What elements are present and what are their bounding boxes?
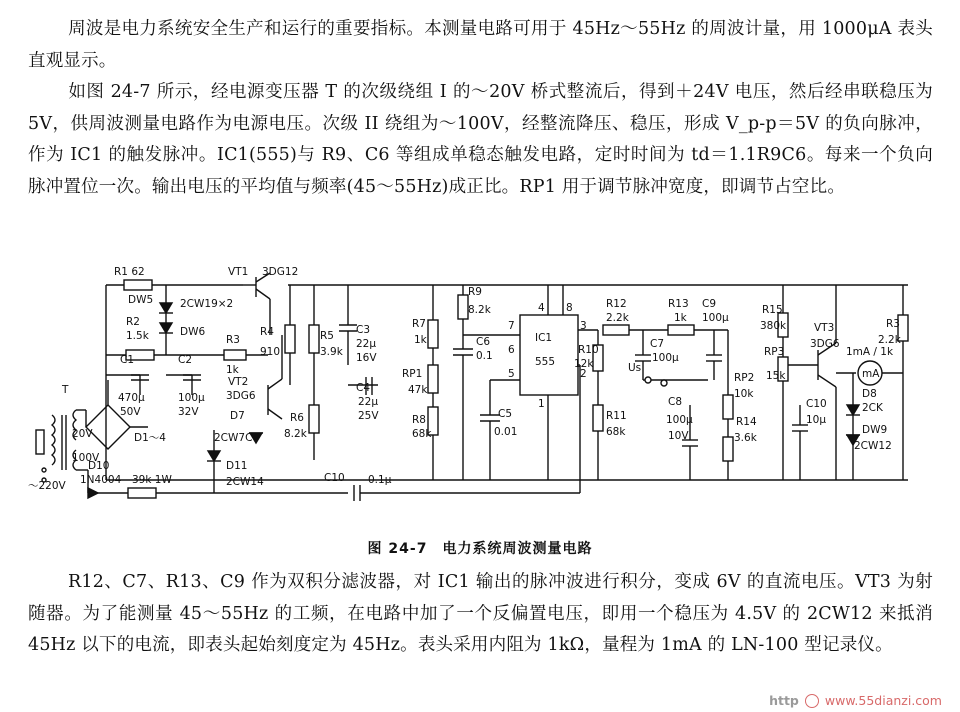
label-r5-val: 3.9k [320,346,343,358]
label-rp1-val: 47k [408,384,428,396]
label-c4-val: 22μ [358,396,379,408]
label-d10: D10 [88,460,110,472]
label-c8-val: 100μ [666,414,693,426]
label-rp2: RP2 [734,372,755,384]
watermark-logo-icon [805,694,819,708]
label-r3-right: R3 [886,318,900,330]
label-vt3: VT3 [814,322,835,334]
label-c9: C9 [702,298,717,310]
label-d11-type: 2CW14 [226,476,264,488]
label-r7-val: 1k [414,334,427,346]
watermark-prefix: http [769,692,799,708]
label-20v: 20V [72,428,93,440]
label-vt1-type: 3DG12 [262,266,299,278]
label-dw9-type: 2CW12 [854,440,892,452]
label-c9-val: 100μ [702,312,729,324]
label-r14: R14 [736,416,757,428]
label-c4: C4 [356,382,371,394]
label-r10: R10 [578,344,599,356]
label-vt2: VT2 [228,376,249,388]
label-r3-right-val: 2.2k [878,334,901,346]
label-c4-v: 25V [358,410,379,422]
label-r13-val: 1k [674,312,687,324]
watermark-site: www.55dianzi.com [824,692,942,708]
label-rp1: RP1 [402,368,423,380]
label-r4-val: 910 [260,346,281,358]
label-c6: C6 [476,336,491,348]
label-dw9: DW9 [862,424,888,436]
label-c8-v: 10V [668,430,689,442]
label-pin7: 7 [508,320,515,332]
label-t: T [62,384,69,396]
label-rp3: RP3 [764,346,785,358]
label-dw6: DW6 [180,326,206,338]
label-c5-val: 0.01 [494,426,518,438]
label-r3: R3 [226,334,240,346]
label-pin4: 4 [538,302,545,314]
label-r2-val: 1.5k [126,330,149,342]
figure-caption: 图 24-7 电力系统周波测量电路 [367,541,593,557]
label-r11-val: 68k [606,426,626,438]
label-c2-v: 32V [178,406,199,418]
label-dw-type: 2CW19×2 [180,298,234,310]
label-r13: R13 [668,298,689,310]
label-c6-val: 0.1 [476,350,493,362]
label-r12-val: 2.2k [606,312,629,324]
label-r5: R5 [320,330,334,342]
label-r12: R12 [606,298,627,310]
label-39k: 39k 1W [132,474,172,486]
label-r8-val: 68k [412,428,432,440]
label-c3-val: 22μ [356,338,377,350]
label-us: Us [628,362,642,374]
label-c8: C8 [668,396,683,408]
label-r15: R15 [762,304,783,316]
label-c3: C3 [356,324,371,336]
label-c7: C7 [650,338,665,350]
circuit-figure [28,255,938,535]
label-r8: R8 [412,414,426,426]
label-c2: C2 [178,354,193,366]
label-c5: C5 [498,408,513,420]
label-ic1: IC1 [535,332,553,344]
circuit-diagram [28,255,938,535]
label-vt3-type: 3DG6 [810,338,840,350]
label-rp3-val: 15k [766,370,786,382]
label-r4: R4 [260,326,274,338]
paragraph-description: 如图 24-7 所示，经电源变压器 T 的次级绕组 I 的～20V 桥式整流后，得到＋24V 电压，然后经串联稳压为 5V，供周波测量电路作为电源电压。次级 II 绕组为～100V，经整流降压、稳压，形成 V_p-p＝5V 的负向脉冲，作为 IC1 的触发脉冲。IC1(555)与 R9、C6 等组成单稳态触发电路，定时时间为 td＝1.1R9C6。每来一个负向脉冲置位一次。输出电压的平均值与频率(45～55Hz)成正比。RP1 用于调节脉冲宽度，即调节占空比。 [28,82,933,197]
label-dw5: DW5 [128,294,154,306]
label-c1-v: 50V [120,406,141,418]
label-r2: R2 [126,316,140,328]
label-r15-val: 380k [760,320,787,332]
label-pin3: 3 [580,320,587,332]
meter-icon: mA [862,368,880,380]
label-r10-val: 12k [574,358,594,370]
label-c7-val: 100μ [652,352,679,364]
label-r9: R9 [468,286,482,298]
label-r6: R6 [290,412,304,424]
label-d7-type: 2CW7C [214,432,253,444]
label-d7: D7 [230,410,245,422]
label-r3-val: 1k [226,364,239,376]
label-rp2-val: 10k [734,388,754,400]
label-c10-val: 10μ [806,414,827,426]
label-100v: 100V [72,452,100,464]
label-r7: R7 [412,318,426,330]
label-c1-val: 470μ [118,392,145,404]
label-d10-type: 1N4004 [80,474,122,486]
label-d8: D8 [862,388,877,400]
label-meter-spec: 1mA / 1k [846,346,894,358]
label-pin8: 8 [566,302,573,314]
label-r11: R11 [606,410,627,422]
label-c2-val: 100μ [178,392,205,404]
label-d11: D11 [226,460,248,472]
label-pin6: 6 [508,344,515,356]
label-c10: C10 [806,398,827,410]
label-r6-val: 8.2k [284,428,307,440]
label-vt1: VT1 [228,266,249,278]
label-c3-v: 16V [356,352,377,364]
label-r1: R1 62 [114,266,145,278]
label-c1: C1 [120,354,135,366]
label-c10b-val: 0.1μ [368,474,392,486]
label-c10b: C10 [324,472,345,484]
label-mains: ～220V [28,480,66,492]
paragraph-filter: R12、C7、R13、C9 作为双积分滤波器，对 IC1 输出的脉冲波进行积分，变成 6V 的直流电压。VT3 为射随器。为了能测量 45～55Hz 的工频，在电路中加了一个反偏置电压，即用一个稳压为 4.5V 的 2CW12 来抵消 45Hz 以下的电流，即表头起始刻度定为 45Hz。表头采用内阻为 1kΩ，量程为 1mA 的 LN-100 型记录仪。 [28,572,933,655]
label-r14-val: 3.6k [734,432,757,444]
label-pin2: 2 [580,368,587,380]
watermark [769,693,942,709]
label-d1-4: D1～4 [134,432,166,444]
paragraph-intro: 周波是电力系统安全生产和运行的重要指标。本测量电路可用于 45Hz～55Hz 的周波计量，用 1000μA 表头直观显示。 [28,19,933,71]
label-ic1-type: 555 [535,356,556,368]
label-pin5: 5 [508,368,515,380]
label-r9-val: 8.2k [468,304,491,316]
label-vt2-type: 3DG6 [226,390,256,402]
label-pin1: 1 [538,398,545,410]
label-d8-type: 2CK [862,402,883,414]
